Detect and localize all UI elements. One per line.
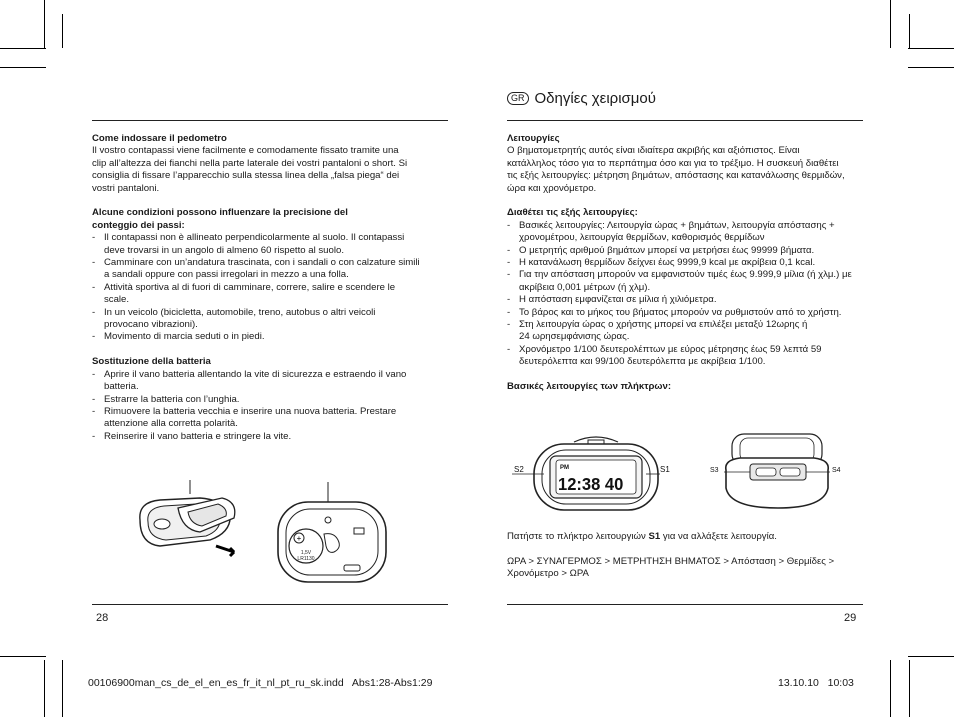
page-number: 29	[844, 612, 857, 624]
button-label-s4: S4	[832, 467, 841, 474]
bullet-item: - In un veicolo (bicicletta, automobile, treno, autobus o altri veicoli provocano vibrazioni).	[92, 306, 376, 331]
section-heading: Sostituzione della batteria	[92, 356, 211, 368]
language-badge: GR	[507, 92, 529, 105]
body-line: Il vostro contapassi viene facilmente e comodamente fissato tramite una	[92, 145, 399, 157]
left-bottom-rule	[92, 604, 448, 605]
slug-datetime: 13.10.10 10:03	[778, 677, 854, 689]
body-line: Ο βηματομετρητής αυτός είναι ιδιαίτερα ακριβής και αξιόπιστος. Είναι	[507, 145, 800, 157]
mode-sequence: Χρονόμετρο > ΩΡΑ	[507, 568, 589, 580]
bullet-item: - Για την απόσταση μπορούν να εμφανιστούν τιμές έως 9.999,9 μίλια (ή χλμ.) με ακρίβεια 0,001 μέτρων (ή χλμ).	[507, 269, 852, 293]
body-line: κατάλληλος τόσο για το περπάτημα όσο και για το τρέξιμο. Η συσκευή διαθέτει	[507, 157, 839, 169]
left-top-rule	[92, 120, 448, 121]
press-instruction: Πατήστε το πλήκτρο λειτουργιών S1 για να αλλάξετε λειτουργία.	[507, 531, 777, 542]
bullet-item: - Reinserire il vano batteria e stringere la vite.	[92, 430, 292, 442]
display-pm: PM	[560, 465, 569, 471]
section-heading: Διαθέτει τις εξής λειτουργίες:	[507, 207, 638, 219]
right-bottom-text	[507, 531, 867, 581]
section-heading: conteggio dei passi:	[92, 219, 185, 231]
button-label-s2: S2	[514, 465, 524, 474]
right-column	[507, 133, 867, 394]
battery-compartment-illustration	[130, 480, 250, 560]
body-line: ώρα και χρονόμετρο.	[507, 182, 597, 194]
svg-text:+: +	[296, 534, 302, 543]
bullet-item: - Ο μετρητής αριθμού βημάτων μπορεί να μετρήσει έως 99999 βήματα.	[507, 244, 815, 256]
bullet-item: - Estrarre la batteria con l’unghia.	[92, 393, 240, 405]
body-line: τις εξής λειτουργίες: μέτρηση βημάτων, απόστασης και κατανάλωσης θερμιδών,	[507, 170, 845, 182]
bullet-item: - Attività sportiva al di fuori di camminare, correre, salire e scendere le scale.	[92, 281, 396, 306]
page-title	[507, 90, 656, 107]
right-top-rule	[507, 120, 863, 121]
bullet-item: - Movimento di marcia seduti o in piedi.	[92, 331, 265, 343]
battery-label: LR1130	[297, 556, 315, 562]
battery-compartment-open-illustration	[272, 482, 392, 584]
body-line: consiglia di fissare l’apparecchio sulla stessa linea della „falsa piega“ dei	[92, 170, 400, 182]
bullet-item: - Χρονόμετρο 1/100 δευτερολέπτων με εύρος μέτρησης έως 59 λεπτά 59 δευτερόλεπτα και 99/100 δευτερόλεπτα με ακρίβεια 1/100.	[507, 343, 822, 368]
bullet-item: - Το βάρος και το μήκος του βήματος μπορούν να ρυθμιστούν από το χρήστη.	[507, 306, 842, 318]
left-column	[92, 133, 452, 443]
bullet-item: - Rimuovere la batteria vecchia e inserire una nuova batteria. Prestare attenzione alla corretta polarità.	[92, 405, 397, 430]
bullet-item: - Il contapassi non è allineato perpendicolarmente al suolo. Il contapassi deve trovarsi in un angolo di almeno 60 rispetto al suolo.	[92, 232, 405, 256]
battery-label: 1,5V	[300, 550, 312, 556]
section-heading: Βασικές λειτουργίες των πλήκτρων:	[507, 381, 672, 393]
section-heading: Alcune condizioni possono influenzare la precisione del	[92, 207, 348, 219]
right-bottom-rule	[507, 604, 863, 605]
slug-filename: 00106900man_cs_de_el_en_es_fr_it_nl_pt_ru_sk.indd Abs1:28-Abs1:29	[88, 677, 433, 689]
body-line: vostri pantaloni.	[92, 182, 160, 194]
body-line: clip all’altezza dei fianchi nella parte laterale dei vostri pantaloni o short. Si	[92, 157, 408, 169]
page-number: 28	[96, 612, 109, 624]
bullet-item: - Camminare con un’andatura trascinata, con i sandali o con calzature simili a sandali oppure con passi irregolari in mezzo a una folla.	[92, 257, 420, 281]
pedometer-top-illustration	[706, 430, 846, 514]
mode-sequence: ΩΡΑ > ΣΥΝΑΓΕΡΜΟΣ > ΜΕΤΡΗΤΗΣΗ ΒΗΜΑΤΟΣ > Απόσταση > Θερμίδες >	[507, 555, 835, 567]
page-title-text: Οδηγίες χειρισμού	[534, 90, 656, 107]
section-heading: Λειτουργίες	[507, 133, 560, 144]
bullet-item: - Aprire il vano batteria allentando la vite di sicurezza e estraendo il vano batteria.	[92, 368, 407, 393]
section-heading: Come indossare il pedometro	[92, 133, 227, 144]
display-time: 12:38 40	[558, 473, 624, 495]
button-label-s1: S1	[660, 465, 670, 474]
bullet-item: - Η κατανάλωση θερμίδων δείχνει έως 9999,9 kcal με ακρίβεια 0,1 kcal.	[507, 257, 816, 269]
bullet-item: - Στη λειτουργία ώρας ο χρήστης μπορεί να επιλέξει μεταξύ 12ωρης ή 24 ωρησεμφάνισης ώρας.	[507, 319, 808, 343]
bullet-item: - Η απόσταση εμφανίζεται σε μίλια ή χιλιόμετρα.	[507, 294, 717, 306]
bullet-item: - Βασικές λειτουργίες: Λειτουργία ώρας + βημάτων, λειτουργία απόστασης + χρονομέτρου, λειτουργία θερμίδων, καθορισμός θερμίδων	[507, 219, 835, 244]
button-label-s3: S3	[710, 467, 719, 474]
pedometer-front-illustration	[512, 430, 678, 514]
